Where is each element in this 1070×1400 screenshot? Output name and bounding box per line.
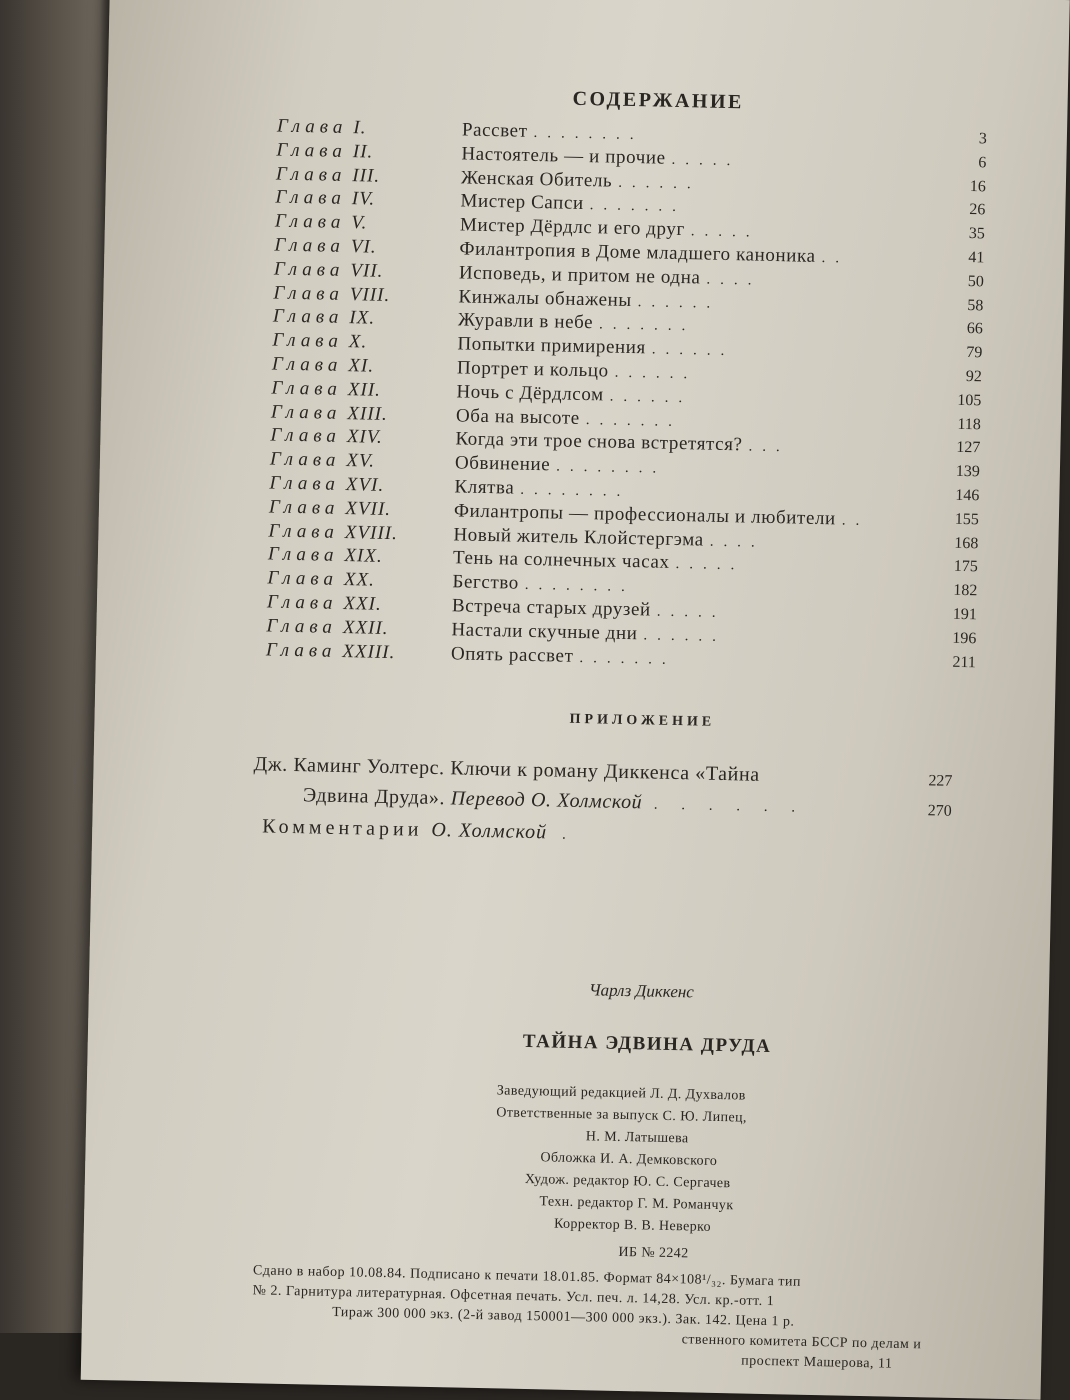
book-title: ТАЙНА ЭДВИНА ДРУДА (523, 1031, 772, 1058)
chapter-word: Глава (267, 591, 338, 613)
chapter-numeral: IX. (349, 307, 375, 329)
author-name: Чарлз Диккенс (589, 980, 694, 1002)
chapter-page-number: 16 (970, 178, 986, 196)
chapter-word: Глава (273, 306, 344, 328)
chapter-page-number: 35 (969, 225, 985, 243)
credit-line-4: Обложка И. А. Демковского (540, 1150, 717, 1170)
chapter-page-number: 118 (957, 415, 981, 433)
credit-line-7: Корректор В. В. Неверко (554, 1217, 711, 1236)
appendix-heading: ПРИЛОЖЕНИЕ (569, 712, 715, 731)
chapter-title: Ночь с Дёрдлсом (456, 381, 604, 405)
chapter-word: Глава (270, 449, 341, 471)
chapter-title: Бегство (452, 571, 519, 593)
chapter-word: Глава (275, 187, 346, 209)
chapter-label (275, 187, 375, 211)
chapter-page-number: 79 (966, 344, 982, 362)
chapter-label (268, 544, 383, 568)
chapter-label (276, 163, 381, 187)
chapter-title-line: Кинжалы обнажены ...... (458, 286, 720, 313)
chapter-page-number: 139 (956, 463, 980, 481)
chapter-word: Глава (276, 163, 347, 185)
chapter-label (274, 235, 377, 259)
imprint-line-5: проспект Машерова, 11 (741, 1354, 893, 1373)
chapter-numeral: XIV. (347, 426, 383, 448)
credit-line-6: Техн. редактор Г. М. Романчук (539, 1194, 733, 1214)
chapter-word: Глава (274, 235, 345, 257)
chapter-word: Глава (274, 258, 345, 280)
book-page (81, 0, 1070, 1400)
chapter-page-number: 155 (955, 511, 979, 529)
chapter-page-number: 3 (979, 130, 987, 148)
chapter-title: Оба на высоте (456, 405, 580, 429)
chapter-title-line: Настоятель — и прочие ..... (461, 143, 740, 171)
chapter-label (266, 639, 396, 664)
chapter-title: Опять рассвет (451, 643, 574, 667)
chapter-page-number: 127 (956, 439, 980, 457)
chapter-page-number: 146 (955, 487, 979, 505)
chapter-word: Глава (267, 568, 338, 590)
chapter-title-line: Рассвет ........ (462, 119, 644, 145)
chapter-title: Филантропы — профессионалы и любители (454, 500, 836, 529)
chapter-label (270, 425, 383, 449)
chapter-title-line: Клятва ........ (454, 476, 630, 502)
imprint-line-4: ственного комитета БССР по делам и (681, 1332, 921, 1353)
chapter-word: Глава (266, 639, 337, 661)
chapter-label (270, 449, 375, 473)
chapter-word: Глава (270, 425, 341, 447)
chapter-title: Рассвет (462, 119, 528, 141)
chapter-word: Глава (268, 520, 339, 542)
appendix-entry-translator: Перевод О. Холмской (451, 787, 643, 813)
chapter-numeral: VIII. (350, 284, 391, 306)
chapter-title: Мистер Дёрдлс и его друг (460, 215, 685, 241)
chapter-label (274, 258, 384, 282)
chapter-numeral: XXII. (343, 617, 389, 639)
chapter-title-line: Филантропия в Доме младшего каноника .. (459, 238, 849, 268)
chapter-numeral: XVI. (346, 474, 385, 496)
chapter-page-number: 58 (967, 297, 983, 315)
chapter-numeral: XXI. (343, 593, 382, 615)
imprint-line-2: № 2. Гарнитура литературная. Офсетная печать. Усл. печ. л. 14,28. Усл. кр.-отт. 1 (252, 1283, 774, 1310)
chapter-page-number: 26 (969, 201, 985, 219)
chapter-page-number: 168 (954, 534, 978, 552)
imprint-line-1: Сдано в набор 10.08.84. Подписано к печати 18.01.85. Формат 84×108¹/₃₂. Бумага тип (253, 1263, 801, 1290)
chapter-word: Глава (268, 544, 339, 566)
chapter-title-line: Женская Обитель ...... (461, 167, 701, 194)
chapter-title-line: Попытки примирения ...... (457, 334, 734, 362)
chapter-word: Глава (273, 282, 344, 304)
chapter-numeral: XVIII. (345, 522, 398, 544)
chapter-title-line: Когда эти трое снова встретятся? ... (455, 429, 790, 458)
chapter-title: Филантропия в Доме младшего каноника (459, 238, 816, 266)
chapter-label (273, 306, 376, 330)
chapter-label (271, 377, 381, 401)
chapter-numeral: V. (351, 212, 367, 233)
chapter-numeral: VI. (351, 236, 377, 258)
chapter-title: Когда эти трое снова встретятся? (455, 429, 743, 456)
chapter-page-number: 66 (967, 320, 983, 338)
chapter-numeral: XIX. (344, 545, 383, 567)
chapter-title-line: Тень на солнечных часах ..... (453, 548, 745, 576)
chapter-title: Обвинение (455, 453, 551, 476)
contents-heading: СОДЕРЖАНИЕ (572, 88, 744, 115)
chapter-title: Новый житель Клойстергэма (453, 524, 704, 550)
chapter-title: Тень на солнечных часах (453, 548, 670, 574)
chapter-word: Глава (271, 377, 342, 399)
chapter-title-line: Оба на высоте ....... (456, 405, 683, 432)
chapter-word: Глава (269, 472, 340, 494)
chapter-title: Настоятель — и прочие (461, 143, 666, 168)
chapter-numeral: IV. (352, 189, 376, 210)
chapter-title-line: Филантропы — профессионалы и любители .. (454, 500, 870, 531)
chapter-page-number: 182 (953, 582, 977, 600)
chapter-title-line: Опять рассвет ....... (451, 643, 676, 670)
chapter-numeral: XI. (348, 355, 374, 377)
chapter-title: Встреча старых друзей (452, 595, 651, 620)
chapter-label (275, 211, 368, 235)
chapter-title-line: Мистер Дёрдлс и его друг ..... (460, 215, 760, 243)
chapter-word: Глава (275, 211, 346, 233)
chapter-title-line: Исповедь, и притом не одна .... (459, 262, 762, 290)
chapter-title-line: Настали скучные дни ...... (451, 619, 726, 647)
chapter-numeral: VII. (350, 260, 383, 282)
chapter-title: Мистер Сапси (460, 191, 584, 215)
chapter-numeral: XII. (348, 379, 381, 401)
chapter-numeral: I. (353, 117, 367, 138)
chapter-page-number: 41 (968, 249, 984, 267)
chapter-numeral: III. (352, 165, 380, 187)
chapter-title: Попытки примирения (457, 334, 646, 359)
chapter-page-number: 92 (966, 368, 982, 386)
credit-line-1: Заведующий редакцией Л. Д. Духвалов (497, 1083, 746, 1104)
chapter-label (267, 568, 375, 592)
chapter-page-number: 191 (953, 606, 977, 624)
chapter-numeral: XX. (344, 569, 375, 591)
appendix-entry-line-2: Эдвина Друда». Перевод О. Холмской . . . . . . (303, 784, 806, 818)
chapter-label (269, 472, 384, 496)
chapter-title: Женская Обитель (461, 167, 613, 191)
chapter-word: Глава (269, 496, 340, 518)
chapter-word: Глава (276, 139, 347, 161)
chapter-title-line: Встреча старых друзей ..... (452, 595, 726, 623)
chapter-label (271, 401, 388, 425)
chapter-label (267, 591, 382, 615)
chapter-title-line: Мистер Сапси ....... (460, 191, 686, 218)
chapter-title-line: Обвинение ........ (455, 453, 667, 479)
appendix-comments-page: 270 (928, 802, 952, 820)
appendix-comments-label: Комментарии (262, 815, 423, 840)
chapter-label (272, 353, 375, 377)
appendix-entry-page: 227 (928, 772, 952, 790)
chapter-numeral: XVII. (345, 498, 391, 520)
chapter-numeral: XIII. (347, 403, 388, 425)
chapter-label (268, 520, 398, 545)
chapter-page-number: 175 (954, 558, 978, 576)
chapter-title-line: Ночь с Дёрдлсом ...... (456, 381, 692, 408)
chapter-word: Глава (266, 615, 337, 637)
chapter-word: Глава (272, 330, 343, 352)
chapter-word: Глава (277, 116, 348, 138)
appendix-entry-source: Эдвина Друда». (303, 784, 446, 809)
chapter-label (276, 139, 373, 163)
appendix-comments-line: Комментарии О. Холмской . (262, 815, 576, 845)
chapter-label (277, 116, 367, 140)
chapter-title: Настали скучные дни (451, 619, 637, 644)
credit-line-5: Худож. редактор Ю. С. Сергачев (525, 1172, 731, 1192)
chapter-title-line: Журавли в небе ....... (458, 310, 696, 337)
chapter-page-number: 50 (968, 273, 984, 291)
ib-number: ИБ № 2242 (618, 1245, 688, 1262)
chapter-title-line: Новый житель Клойстергэма .... (453, 524, 765, 553)
chapter-numeral: XXIII. (342, 641, 395, 663)
chapter-title: Журавли в небе (458, 310, 594, 334)
credit-line-2: Ответственные за выпуск С. Ю. Липец, (496, 1105, 747, 1126)
chapter-title: Исповедь, и притом не одна (459, 262, 701, 288)
chapter-label (269, 496, 391, 521)
credit-line-3: Н. М. Латышева (586, 1129, 689, 1147)
chapter-page-number: 105 (957, 392, 981, 410)
chapter-word: Глава (271, 401, 342, 423)
chapter-title: Клятва (454, 476, 514, 498)
chapter-word: Глава (272, 353, 343, 375)
chapter-label (272, 330, 367, 354)
chapter-numeral: XV. (346, 450, 375, 472)
chapter-numeral: X. (349, 331, 368, 352)
appendix-comments-author: О. Холмской (431, 819, 547, 843)
chapter-page-number: 196 (952, 630, 976, 648)
imprint-line-3: Тираж 300 000 экз. (2-й завод 150001—300 000 экз.). Зак. 142. Цена 1 р. (332, 1305, 795, 1331)
chapter-page-number: 6 (978, 154, 986, 172)
chapter-page-number: 211 (952, 653, 976, 671)
chapter-label (273, 282, 390, 306)
chapter-title-line: Портрет и кольцо ...... (457, 357, 698, 384)
chapter-title: Кинжалы обнажены (458, 286, 632, 311)
appendix-entry-line-1: Дж. Каминг Уолтерс. Ключи к роману Диккенса «Тайна (253, 753, 760, 787)
chapter-label (266, 615, 388, 640)
chapter-title: Портрет и кольцо (457, 357, 609, 381)
chapter-numeral: II. (353, 141, 374, 162)
chapter-title-line: Бегство ........ (452, 571, 635, 597)
